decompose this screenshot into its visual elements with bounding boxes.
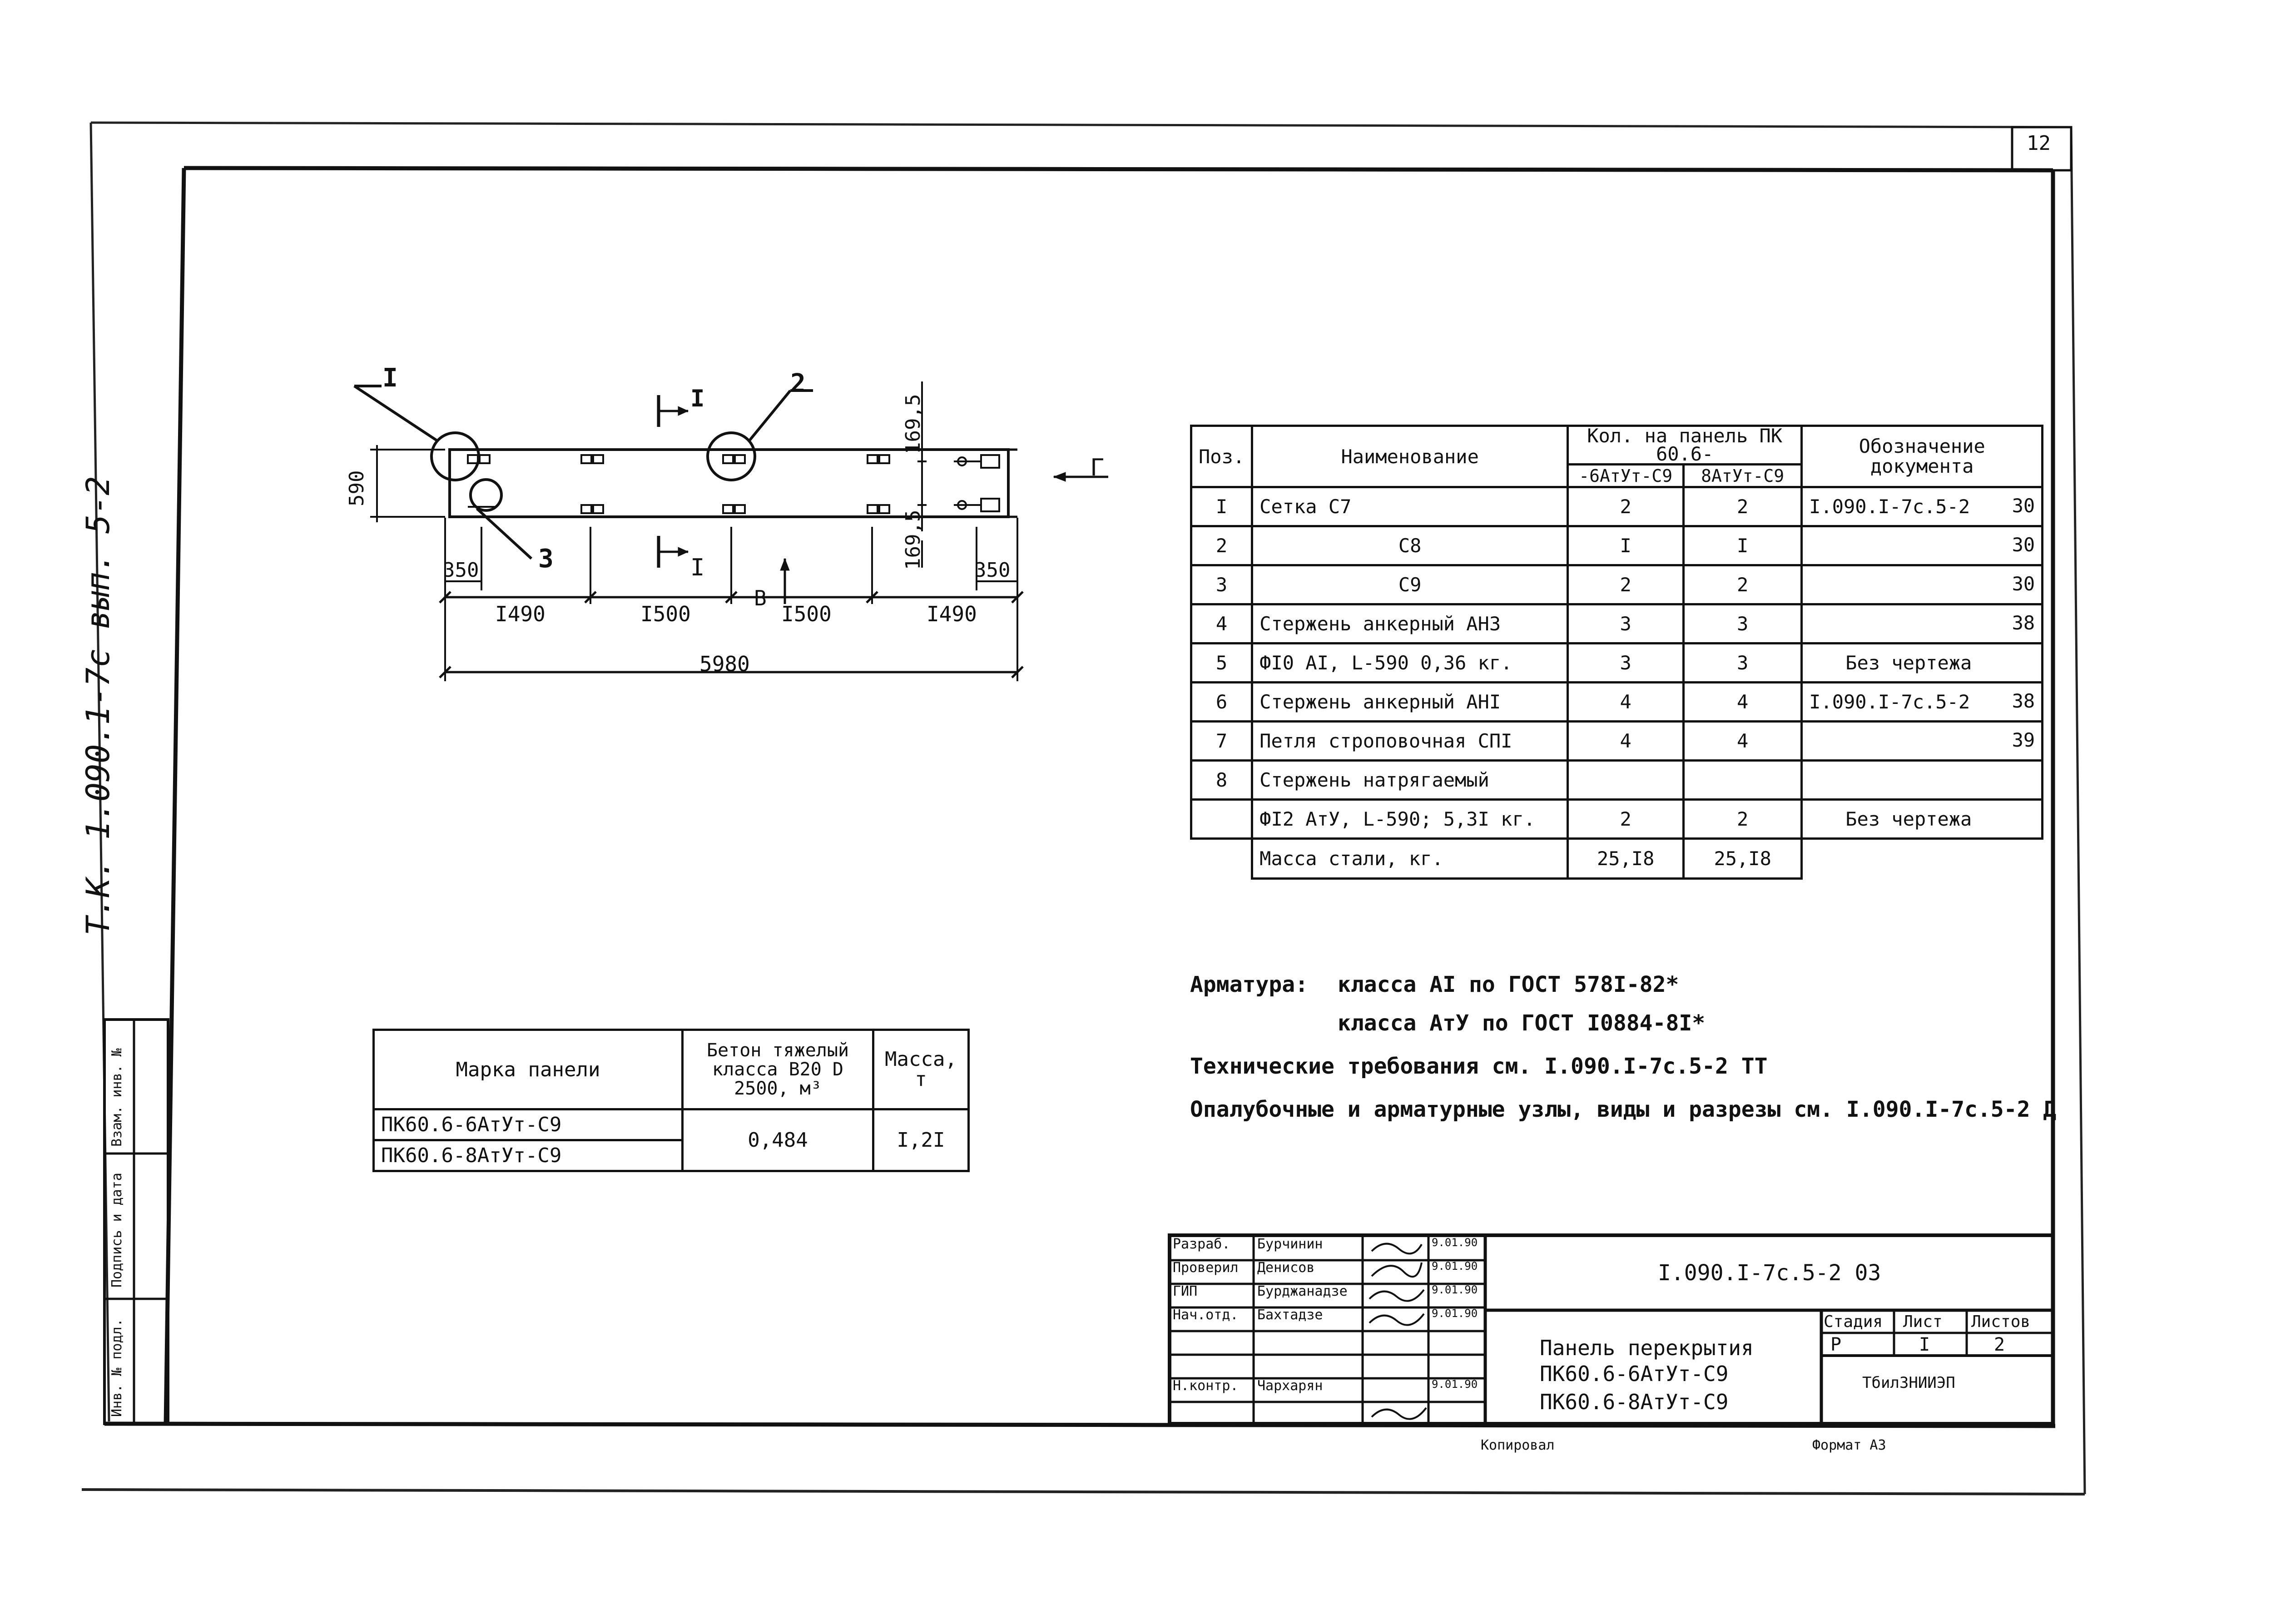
- spec-qty-b: 2: [1684, 487, 1802, 526]
- spec-pos: 4: [1191, 604, 1252, 644]
- view-b-label: В: [754, 586, 767, 610]
- sheet-number: 12: [2027, 132, 2051, 155]
- tb-role: Проверил: [1173, 1260, 1239, 1276]
- spec-qty-b: 3: [1684, 644, 1802, 683]
- spec-doc: [1802, 487, 2043, 526]
- spec-qty-a: 3: [1568, 604, 1684, 644]
- spec-header-qty-a: -6АтУт-С9: [1568, 465, 1684, 487]
- tb-name: Денисов: [1257, 1260, 1315, 1276]
- spec-qty-b: 2: [1684, 565, 1802, 604]
- spec-mass-b: 25,I8: [1684, 839, 1802, 879]
- dim-span-3: I500: [781, 602, 832, 626]
- spec-doc: [1802, 604, 2043, 644]
- spec-doc: [1802, 722, 2043, 761]
- sheet-value: I: [1919, 1334, 1930, 1355]
- spec-qty-a: 2: [1568, 487, 1684, 526]
- dim-span-1: I490: [495, 602, 545, 626]
- tb-name: Чархарян: [1257, 1378, 1323, 1394]
- spec-name: С8: [1252, 526, 1568, 565]
- spec-doc-code: Без чертежа: [1845, 652, 1972, 674]
- spec-doc: [1802, 526, 2043, 565]
- tb-role: Нач.отд.: [1173, 1307, 1239, 1323]
- spec-mass-label: Масса стали, кг.: [1252, 839, 1568, 879]
- spec-header-name: Наименование: [1252, 426, 1568, 487]
- spec-header-pos: Поз.: [1191, 426, 1252, 487]
- sheet-label: Лист: [1903, 1312, 1943, 1331]
- spec-name: ФI2 АтУ, L-590; 5,3I кг.: [1252, 800, 1568, 839]
- spec-row: [1191, 722, 2043, 761]
- spec-doc-code: Без чертежа: [1845, 808, 1972, 830]
- spec-doc: [1802, 761, 2043, 800]
- panel-volume: 0,484: [683, 1109, 873, 1171]
- spec-mass-a: 25,I8: [1568, 839, 1684, 879]
- tb-role: Разраб.: [1173, 1236, 1230, 1252]
- side-field-inv: Инв. № подл.: [109, 1318, 125, 1417]
- tb-name: Бахтадзе: [1257, 1307, 1323, 1323]
- spec-qty-b: 2: [1684, 800, 1802, 839]
- tb-date: 9.01.90: [1432, 1307, 1478, 1320]
- spec-name: Стержень анкерный АНI: [1252, 683, 1568, 722]
- spec-row: [1191, 487, 2043, 526]
- callout-1: I: [382, 363, 398, 393]
- spec-row: [1191, 683, 2043, 722]
- spec-qty-a: 3: [1568, 644, 1684, 683]
- spec-name: Стержень анкерный АН3: [1252, 604, 1568, 644]
- dim-span-2: I500: [640, 602, 691, 626]
- panel-mass: I,2I: [873, 1109, 969, 1171]
- spec-pos: 5: [1191, 644, 1252, 683]
- panel-header-concrete: Бетон тяжелый класса В20 D 2500, м³: [683, 1030, 873, 1109]
- spec-pos: 8: [1191, 761, 1252, 800]
- spec-doc-sheet: 30: [2012, 534, 2035, 556]
- tb-role: ГИП: [1173, 1283, 1198, 1299]
- panel-mark-1: ПК60.6-6АтУт-С9: [374, 1109, 683, 1140]
- spec-qty-b: 3: [1684, 604, 1802, 644]
- tb-date: 9.01.90: [1432, 1236, 1478, 1249]
- dim-end-right: 350: [974, 559, 1011, 582]
- title-doc-code: I.090.I-7с.5-2 03: [1658, 1260, 1881, 1286]
- spec-name: Стержень натрягаемый: [1252, 761, 1568, 800]
- panel-table: [372, 1029, 970, 1172]
- tb-date: 9.01.90: [1432, 1378, 1478, 1391]
- tb-date: 9.01.90: [1432, 1283, 1478, 1296]
- note-line-3: Технические требования см. I.090.I-7с.5-2 ТТ: [1190, 1054, 1768, 1079]
- tb-name: Бурчинин: [1257, 1236, 1323, 1252]
- spec-pos: 3: [1191, 565, 1252, 604]
- stage-value: Р: [1830, 1334, 1842, 1355]
- spec-doc-sheet: 38: [2012, 690, 2035, 712]
- spec-pos: I: [1191, 487, 1252, 526]
- spec-row: [1191, 526, 2043, 565]
- spec-header-qty-b: 8АтУт-С9: [1684, 465, 1802, 487]
- spec-header-doc: Обозначение документа: [1802, 426, 2043, 487]
- section-mark-top: I: [690, 385, 705, 412]
- tb-name: Бурджанадзе: [1257, 1283, 1348, 1299]
- spec-doc-code: I.090.I-7с.5-2: [1809, 495, 1970, 518]
- spec-pos: 6: [1191, 683, 1252, 722]
- spec-row: [1191, 644, 2043, 683]
- panel-header-mass: Масса, т: [873, 1030, 969, 1109]
- spec-qty-b: 4: [1684, 683, 1802, 722]
- spec-qty-b: 4: [1684, 722, 1802, 761]
- sheets-value: 2: [1994, 1334, 2005, 1355]
- spec-doc-sheet: 38: [2012, 612, 2035, 634]
- spec-doc: [1802, 800, 2043, 839]
- copied-label: Копировал: [1481, 1437, 1555, 1453]
- panel-drawing: [336, 354, 1154, 699]
- dim-span-4: I490: [927, 602, 977, 626]
- sheets-label: Листов: [1971, 1312, 2031, 1331]
- spec-name: Петля строповочная СПI: [1252, 722, 1568, 761]
- dim-end-left: 350: [443, 559, 479, 582]
- stage-label: Стадия: [1824, 1312, 1883, 1331]
- title-line-1: Панель перекрытия: [1540, 1336, 1754, 1360]
- spec-header-qty: Кол. на панель ПК 60.6-: [1568, 426, 1802, 465]
- side-reference: Т.К. 1.090.1-7с вып. 5-2: [79, 476, 117, 936]
- dim-height: 590: [345, 470, 368, 506]
- spec-qty-a: [1568, 761, 1684, 800]
- spec-qty-a: 4: [1568, 683, 1684, 722]
- spec-row: [1191, 604, 2043, 644]
- title-line-2: ПК60.6-6АтУт-С9: [1540, 1362, 1729, 1386]
- view-g-label: Г: [1090, 454, 1105, 481]
- spec-table: [1190, 425, 2043, 880]
- note-line-1: класса АI по ГОСТ 578I-82*: [1338, 972, 1679, 997]
- spec-doc-sheet: 39: [2012, 729, 2035, 751]
- spec-qty-a: 2: [1568, 800, 1684, 839]
- panel-mark-2: ПК60.6-8АтУт-С9: [374, 1140, 683, 1171]
- spec-pos: 7: [1191, 722, 1252, 761]
- spec-doc-sheet: 30: [2012, 495, 2035, 517]
- spec-name: Сетка С7: [1252, 487, 1568, 526]
- spec-doc: [1802, 644, 2043, 683]
- note-armatura-label: Арматура:: [1190, 972, 1309, 997]
- spec-qty-a: 2: [1568, 565, 1684, 604]
- spec-name: С9: [1252, 565, 1568, 604]
- org-name: ТбилЗНИИЭП: [1862, 1374, 1955, 1392]
- note-line-2: класса АтУ по ГОСТ I0884-8I*: [1338, 1010, 1706, 1036]
- spec-doc: [1802, 683, 2043, 722]
- section-mark-bottom: I: [690, 554, 705, 581]
- spec-row: [1191, 565, 2043, 604]
- spec-name: ФI0 АI, L-590 0,36 кг.: [1252, 644, 1568, 683]
- spec-doc-code: I.090.I-7с.5-2: [1809, 691, 1970, 713]
- spec-pos: 2: [1191, 526, 1252, 565]
- callout-3: 3: [538, 544, 554, 574]
- panel-header-mark: Марка панели: [374, 1030, 683, 1109]
- side-field-replace: Взам. инв. №: [109, 1048, 125, 1147]
- spec-qty-b: [1684, 761, 1802, 800]
- side-field-sign: Подпись и дата: [109, 1173, 125, 1287]
- dim-top-offset: 169,5: [902, 394, 925, 454]
- tb-role: Н.контр.: [1173, 1378, 1239, 1394]
- spec-qty-a: I: [1568, 526, 1684, 565]
- spec-row: [1191, 761, 2043, 800]
- note-line-4: Опалубочные и арматурные узлы, виды и разрезы см. I.090.I-7с.5-2 Д: [1190, 1097, 2057, 1122]
- dim-bottom-offset: 169,5: [902, 510, 925, 570]
- dim-total: 5980: [699, 652, 750, 676]
- spec-qty-b: I: [1684, 526, 1802, 565]
- callout-2: 2: [790, 369, 806, 398]
- title-line-3: ПК60.6-8АтУт-С9: [1540, 1390, 1729, 1414]
- spec-doc-sheet: 30: [2012, 573, 2035, 595]
- spec-doc: [1802, 565, 2043, 604]
- format-label: Формат А3: [1812, 1437, 1886, 1453]
- spec-qty-a: 4: [1568, 722, 1684, 761]
- tb-date: 9.01.90: [1432, 1260, 1478, 1272]
- spec-row: [1191, 800, 2043, 839]
- spec-pos: [1191, 800, 1252, 839]
